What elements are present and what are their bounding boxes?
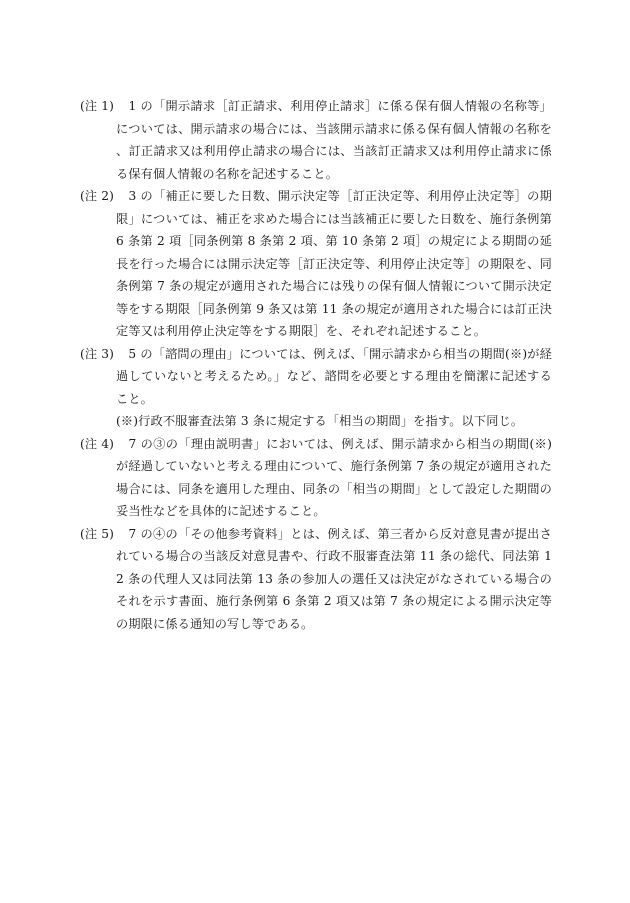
note-text: 7 の④の「その他参考資料」とは、例えば、第三者から反対意見書が提出されている場合の当該反対意見書や、行政不服審査法第 11 条の総代、同法第 12 条の代理人又は同法第 13 条の参加人の選任又は決定がなされている場合のそれを示す書面、施行条例第 6 条第 2 項又は第 7 条の規定による開示決定等の期限に係る通知の写し等である。	[116, 526, 552, 631]
note-1	[80, 95, 552, 185]
note-text: 7 の③の「理由説明書」においては、例えば、開示請求から相当の期間(※)が経過していないと考える理由について、施行条例第 7 条の規定が適用された場合には、同条を適用した理由、同条の「相当の期間」として設定した期間の妥当性などを具体的に記述すること。	[116, 436, 552, 518]
note-label: (注 3)	[80, 346, 115, 361]
note-label: (注 4)	[80, 436, 115, 451]
note-body	[116, 343, 552, 433]
note-text: 1 の「開示請求［訂正請求、利用停止請求］に係る保有個人情報の名称等」については、開示請求の場合には、当該開示請求に係る保有個人情報の名称を、訂正請求又は利用停止請求の場合には、当該訂正請求又は利用停止請求に係る保有個人情報の名称を記述すること。	[116, 99, 552, 181]
notes-section	[80, 95, 552, 635]
note-text: 5 の「諮問の理由」については、例えば、「開示請求から相当の期間(※)が経過していないと考えるため。」など、諮問を必要とする理由を簡潔に記述すること。	[116, 346, 552, 406]
note-4	[80, 433, 552, 523]
note-label: (注 2)	[80, 189, 115, 203]
note-label: (注 1)	[80, 99, 115, 113]
note-footnote: (※)行政不服審査法第 3 条に規定する「相当の期間」を指す。以下同じ。	[116, 414, 524, 428]
note-text: 3 の「補正に要した日数、開示決定等［訂正決定等、利用停止決定等］の期限」については、補正を求めた場合には当該補正に要した日数を、施行条例第 6 条第 2 項［同条例第 8 条第 2 項、第 10 条第 2 項］の規定による期間の延長を行った場合には開示決定等［訂正決定等、利用停止決定等］の期限を、同条例第 7 条の規定が適用された場合には残りの保有個人情報について開示決定等をする期限［同条例第 9 条又は第 11 条の規定が適用された場合には訂正決定等又は利用停止決定等をする期限］を、それぞれ記述すること。	[116, 189, 552, 338]
note-2	[80, 185, 552, 343]
note-5	[80, 523, 552, 636]
note-3	[80, 343, 552, 433]
note-label: (注 5)	[80, 526, 115, 541]
